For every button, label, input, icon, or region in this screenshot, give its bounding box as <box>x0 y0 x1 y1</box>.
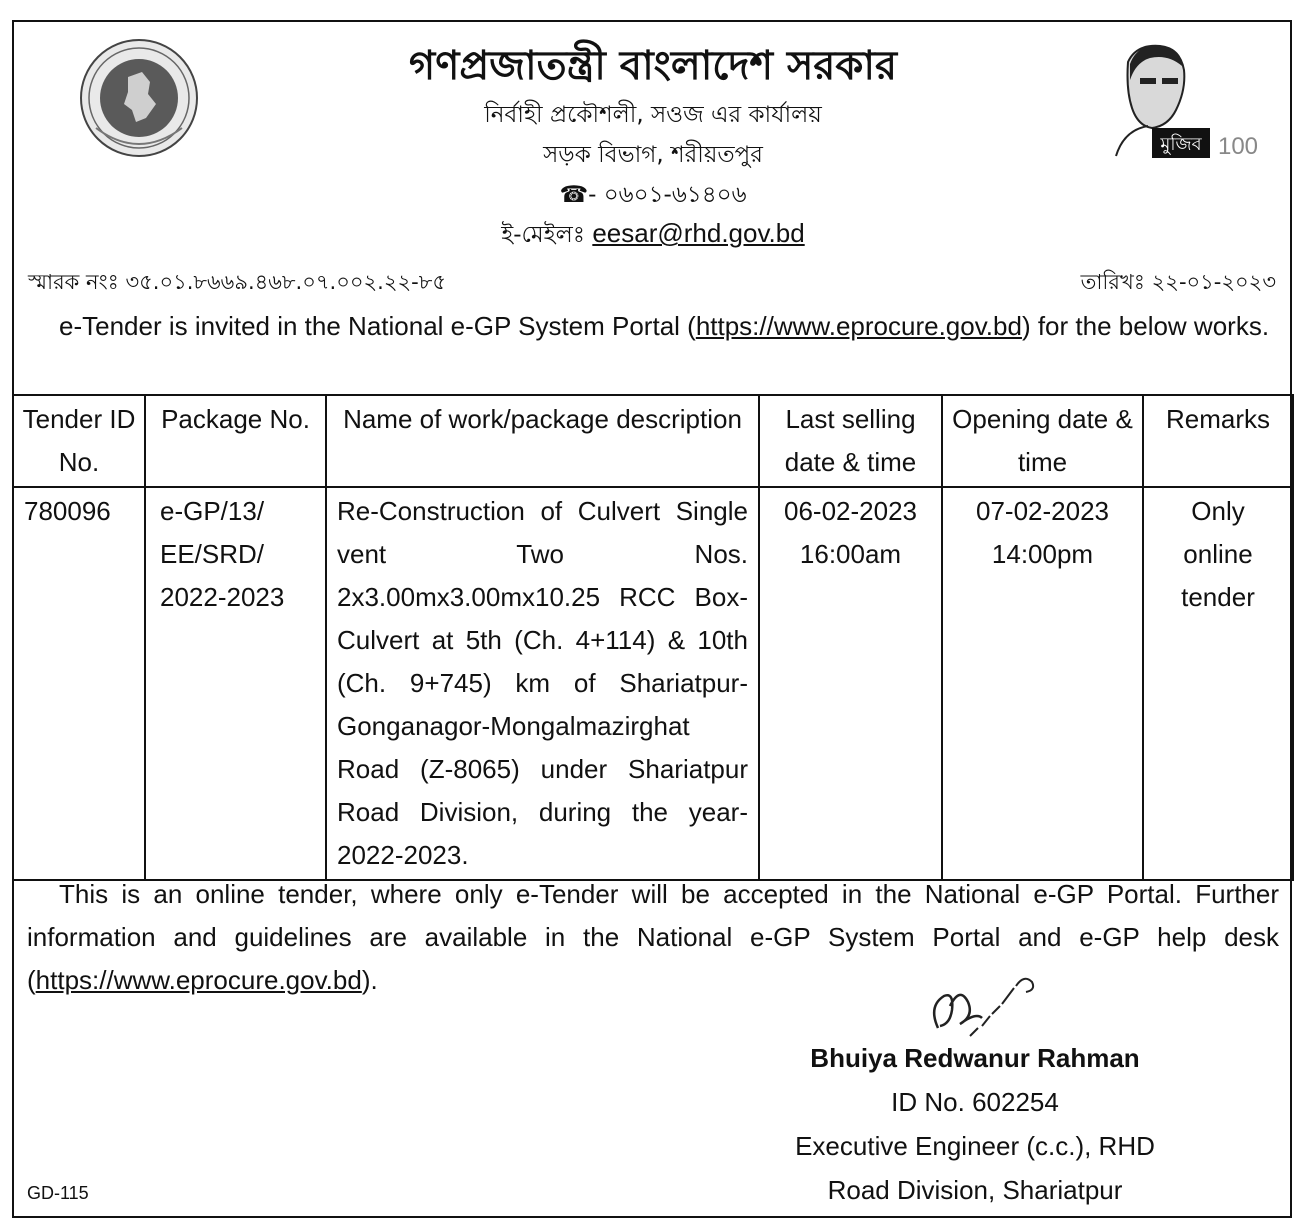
last-selling-time: 16:00am <box>799 539 902 569</box>
cell-tender-id: 780096 <box>13 487 145 880</box>
signatory-name: Bhuiya Redwanur Rahman <box>810 1043 1140 1073</box>
intro-text-end: ) for the below works. <box>1021 311 1270 341</box>
note-text: This is an online tender, where only e-Tender will be accepted in the National e-GP Portal. Further information and guidelines are available in the National e-GP System Portal and e-GP help desk ( <box>27 879 1279 995</box>
cell-opening <box>942 487 1143 880</box>
memo-date: তারিখঃ ২২-০১-২০২৩ <box>1080 270 1276 294</box>
signatory-designation: Executive Engineer (c.c.), RHD <box>795 1131 1155 1161</box>
government-title: গণপ্রজাতন্ত্রী বাংলাদেশ সরকার <box>409 43 897 89</box>
phone-number: ☎- ০৬০১-৬১৪০৬ <box>559 182 747 208</box>
tender-table <box>12 394 1294 881</box>
portrait-label: মুজিব <box>1160 134 1202 155</box>
office-name: নির্বাহী প্রকৌশলী, সওজ এর কার্যালয় <box>484 102 822 128</box>
eprocure-link[interactable]: https://www.eprocure.gov.bd <box>695 311 1022 341</box>
email-link[interactable]: eesar@rhd.gov.bd <box>592 218 805 248</box>
memo-number: স্মারক নংঃ ৩৫.০১.৮৬৬৯.৪৬৮.০৭.০০২.২২-৮৫ <box>28 270 446 294</box>
intro-paragraph <box>27 305 1279 348</box>
last-selling-date: 06-02-2023 <box>784 496 917 526</box>
email-label: ই-মেইলঃ <box>501 222 586 248</box>
header-remarks: Remarks <box>1143 395 1293 487</box>
table-header-row <box>13 395 1293 487</box>
cell-last-selling <box>759 487 942 880</box>
note-text-end: ). <box>361 965 378 995</box>
header-tender-id: Tender ID No. <box>13 395 145 487</box>
note-paragraph <box>27 873 1279 1002</box>
portrait-number: 100 <box>1217 133 1259 160</box>
header-last-selling: Last selling date & time <box>759 395 942 487</box>
signature-block <box>760 1036 1190 1212</box>
email-line <box>0 216 1306 255</box>
opening-time: 14:00pm <box>991 539 1094 569</box>
signatory-office: Road Division, Shariatpur <box>827 1175 1123 1205</box>
signatory-id: ID No. 602254 <box>891 1087 1059 1117</box>
header-opening: Opening date & time <box>942 395 1143 487</box>
cell-remarks: Only online tender <box>1143 487 1293 880</box>
division-name: সড়ক বিভাগ, শরীয়তপুর <box>543 142 763 168</box>
footer-code: GD-115 <box>27 1183 89 1203</box>
opening-date: 07-02-2023 <box>976 496 1109 526</box>
cell-package-no: e-GP/13/ EE/SRD/ 2022-2023 <box>145 487 326 880</box>
header-package-no: Package No. <box>145 395 326 487</box>
eprocure-link-2[interactable]: https://www.eprocure.gov.bd <box>35 965 362 995</box>
header-work-description: Name of work/package description <box>326 395 759 487</box>
intro-text: e-Tender is invited in the National e-GP System Portal ( <box>59 311 696 341</box>
table-row <box>13 487 1293 880</box>
cell-description: Re-Construction of Culvert Single vent Two Nos. 2x3.00mx3.00mx10.25 RCC Box-Culvert at 5th (Ch. 4+114) & 10th (Ch. 9+745) km of Shariatpur-Gonganagor-Mongalmazirghat Road (Z-8065) under Shariatpur Road Division, during the year-2022-2023. <box>326 487 759 880</box>
